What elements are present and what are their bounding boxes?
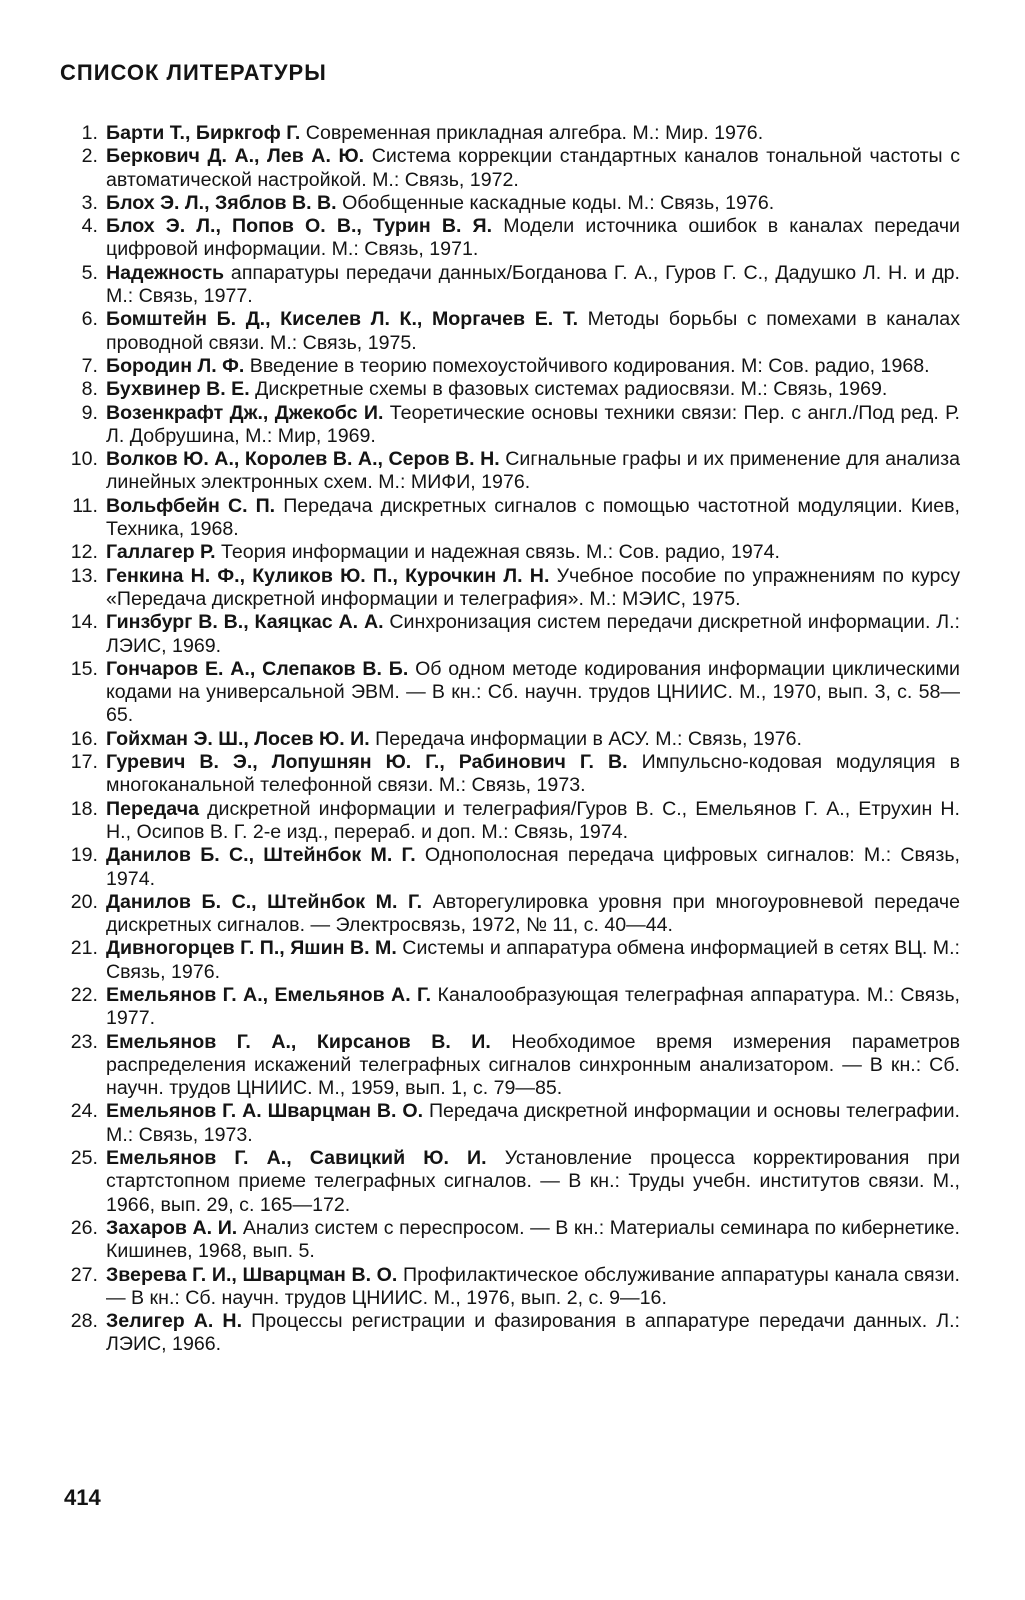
reference-authors: Емельянов Г. А. Шварцман В. О. <box>106 1100 424 1123</box>
reference-number: 10. <box>70 448 98 471</box>
reference-item <box>62 122 960 145</box>
reference-authors: Зелигер А. Н. <box>106 1310 243 1333</box>
reference-number: 13. <box>70 564 98 587</box>
reference-item <box>62 448 960 495</box>
reference-text: Методы борьбы с помехами в каналах проводной связи. М.: Связь, 1975. <box>106 308 960 354</box>
reference-item <box>62 495 960 542</box>
reference-text: Модели источника ошибок в каналах передачи цифровой информации. М.: Связь, 1971. <box>106 215 961 261</box>
reference-authors: Емельянов Г. А., Емельянов А. Г. <box>106 983 432 1006</box>
reference-authors: Барти Т., Биркгоф Г. <box>106 122 301 144</box>
reference-text: Процессы регистрации и фазирования в аппаратуре передачи данных. Л.: ЛЭИС, 1966. <box>106 1310 960 1356</box>
reference-number: 25. <box>70 1147 98 1170</box>
reference-number: 8. <box>81 378 98 401</box>
reference-number: 21. <box>70 937 98 960</box>
reference-item <box>62 751 960 798</box>
reference-number: 2. <box>81 145 98 168</box>
reference-text: Современная прикладная алгебра. М.: Мир. 1976. <box>305 122 764 144</box>
page-number: 414 <box>64 1485 101 1510</box>
reference-text: Профилактическое обслуживание аппаратуры канала связи. — В кн.: Сб. научн. трудов ЦНИИС. М., 1976, вып. 2, с. 9—16. <box>106 1263 960 1309</box>
reference-item <box>62 541 960 564</box>
reference-number: 18. <box>70 797 98 820</box>
reference-item <box>62 844 960 891</box>
reference-item <box>62 1147 960 1217</box>
reference-item <box>62 215 960 262</box>
reference-text: Теоретические основы техники связи: Пер. с англ./Под ред. Р. Л. Добрушина, М.: Мир, 1969. <box>106 401 960 447</box>
reference-authors: Захаров А. И. <box>106 1216 238 1239</box>
reference-number: 3. <box>81 191 98 214</box>
reference-text: Передача информации в АСУ. М.: Связь, 1976. <box>375 727 802 750</box>
reference-item <box>62 145 960 192</box>
reference-number: 20. <box>70 890 98 913</box>
reference-item <box>62 728 960 751</box>
reference-item <box>62 565 960 612</box>
reference-item <box>62 378 960 401</box>
reference-authors: Гинзбург В. В., Каяцкас А. А. <box>106 611 384 634</box>
reference-number: 24. <box>70 1100 98 1123</box>
reference-text: Система коррекции стандартных каналов тональной частоты с автоматической настройкой. М.: Связь, 1972. <box>106 145 960 191</box>
reference-authors: Генкина Н. Ф., Куликов Ю. П., Курочкин Л. Н. <box>106 564 550 587</box>
reference-authors: Гойхман Э. Ш., Лосев Ю. И. <box>106 727 370 750</box>
reference-text: Сигнальные графы и их применение для анализа линейных электронных схем. М.: МИФИ, 1976. <box>106 448 961 494</box>
page-title: СПИСОК ЛИТЕРАТУРЫ <box>60 60 327 85</box>
reference-text: Передача дискретных сигналов с помощью частотной модуляции. Киев, Техника, 1968. <box>106 494 960 541</box>
reference-item <box>62 1031 960 1101</box>
reference-text: Импульсно-кодовая модуляция в многоканальной телефонной связи. М.: Связь, 1973. <box>106 751 960 797</box>
reference-authors: Вольфбейн С. П. <box>106 494 276 517</box>
reference-text: Передача дискретной информации и основы телеграфии. М.: Связь, 1973. <box>106 1100 961 1146</box>
reference-number: 28. <box>70 1310 98 1333</box>
reference-number: 11. <box>72 494 98 517</box>
reference-number: 7. <box>81 354 98 377</box>
reference-number: 27. <box>70 1263 98 1286</box>
reference-text: Системы и аппаратура обмена информацией в сетях ВЦ. М.: Связь, 1976. <box>106 937 960 983</box>
reference-number: 5. <box>81 261 98 284</box>
reference-text: аппаратуры передачи данных/Богданова Г. А., Гуров Г. С., Дадушко Л. Н. и др. М.: Связь, 1977. <box>106 261 960 308</box>
reference-item <box>62 1100 960 1147</box>
reference-text: Каналообразующая телеграфная аппаратура. М.: Связь, 1977. <box>106 983 960 1030</box>
reference-item <box>62 937 960 984</box>
reference-item <box>62 1264 960 1311</box>
reference-number: 1. <box>81 122 98 144</box>
reference-number: 22. <box>70 983 98 1006</box>
reference-text: дискретной информации и телеграфия/Гуров В. С., Емельянов Г. А., Етрухин Н. Н., Осипов В. Г. 2-е изд., перераб. и доп. М.: Связь, 1974. <box>106 797 960 843</box>
reference-text: Дискретные схемы в фазовых системах радиосвязи. М.: Связь, 1969. <box>255 378 888 401</box>
reference-text: Необходимое время измерения параметров распределения искажений телеграфных сигналов синхронным анализатором. — В кн.: Сб. научн. трудов ЦНИИС. М., 1959, вып. 1, с. 79—85. <box>106 1030 960 1100</box>
reference-number: 12. <box>70 541 98 564</box>
reference-authors: Данилов Б. С., Штейнбок М. Г. <box>106 890 423 913</box>
reference-authors: Надежность <box>106 261 225 284</box>
reference-authors: Дивногорцев Г. П., Яшин В. М. <box>106 937 397 960</box>
reference-authors: Данилов Б. С., Штейнбок М. Г. <box>106 844 416 867</box>
reference-authors: Галлагер Р. <box>106 541 216 564</box>
reference-number: 15. <box>70 657 98 680</box>
reference-item <box>62 1217 960 1264</box>
reference-text: Авторегулировка уровня при многоуровневой передаче дискретных сигналов. — Электросвязь, 1972, № 11, с. 40—44. <box>106 890 960 937</box>
reference-item <box>62 192 960 215</box>
reference-authors: Емельянов Г. А., Савицкий Ю. И. <box>106 1147 487 1170</box>
reference-item <box>62 798 960 845</box>
reference-number: 16. <box>70 727 98 750</box>
reference-text: Синхронизация систем передачи дискретной информации. Л.: ЛЭИС, 1969. <box>106 611 960 657</box>
reference-item <box>62 262 960 309</box>
reference-number: 9. <box>81 401 98 424</box>
reference-number: 23. <box>70 1030 98 1053</box>
reference-authors: Возенкрафт Дж., Джекобс И. <box>106 401 384 424</box>
reference-number: 19. <box>70 844 98 867</box>
reference-number: 6. <box>81 308 98 331</box>
reference-authors: Волков Ю. А., Королев В. А., Серов В. Н. <box>106 448 500 471</box>
reference-list <box>62 122 960 1357</box>
reference-authors: Бородин Л. Ф. <box>106 354 245 377</box>
reference-number: 14. <box>70 611 98 634</box>
reference-text: Теория информации и надежная связь. М.: Сов. радио, 1974. <box>221 541 780 564</box>
reference-number: 17. <box>70 751 98 774</box>
reference-authors: Передача <box>106 797 199 820</box>
reference-item <box>62 1310 960 1357</box>
reference-authors: Гуревич В. Э., Лопушнян Ю. Г., Рабинович Г. В. <box>106 751 628 774</box>
reference-text: Анализ систем с переспросом. — В кн.: Материалы семинара по кибернетике. Кишинев, 1968, вып. 5. <box>106 1216 960 1263</box>
reference-text: Введение в теорию помехоустойчивого кодирования. М: Сов. радио, 1968. <box>249 354 930 377</box>
reference-item <box>62 308 960 355</box>
reference-authors: Гончаров Е. А., Слепаков В. Б. <box>106 657 409 680</box>
reference-text: Об одном методе кодирования информации циклическими кодами на универсальной ЭВМ. — В кн.: Сб. научн. трудов ЦНИИС. М., 1970, вып. 3, с. 58—65. <box>106 657 960 727</box>
reference-item <box>62 891 960 938</box>
reference-item <box>62 611 960 658</box>
reference-item <box>62 402 960 449</box>
reference-item <box>62 658 960 728</box>
reference-authors: Бухвинер В. Е. <box>106 378 250 401</box>
reference-authors: Блох Э. Л., Зяблов В. В. <box>106 191 337 214</box>
reference-item <box>62 984 960 1031</box>
reference-text: Обобщенные каскадные коды. М.: Связь, 1976. <box>342 191 775 214</box>
reference-authors: Блох Э. Л., Попов О. В., Турин В. Я. <box>106 215 493 238</box>
reference-authors: Беркович Д. А., Лев А. Ю. <box>106 145 365 168</box>
reference-authors: Бомштейн Б. Д., Киселев Л. К., Моргачев Е. Т. <box>106 308 579 331</box>
reference-authors: Зверева Г. И., Шварцман В. О. <box>106 1263 398 1286</box>
reference-authors: Емельянов Г. А., Кирсанов В. И. <box>106 1030 491 1053</box>
reference-number: 26. <box>70 1216 98 1239</box>
reference-text: Установление процесса корректирования при стартстопном приеме телеграфных сигналов. — В кн.: Труды учебн. институтов связи. М., 1966, вып. 29, с. 165—172. <box>106 1147 960 1216</box>
reference-text: Однополосная передача цифровых сигналов: М.: Связь, 1974. <box>106 844 960 890</box>
reference-text: Учебное пособие по упражнениям по курсу «Передача дискретной информации и телеграфия». М.: МЭИС, 1975. <box>106 564 960 610</box>
reference-item <box>62 355 960 378</box>
reference-number: 4. <box>81 215 98 238</box>
